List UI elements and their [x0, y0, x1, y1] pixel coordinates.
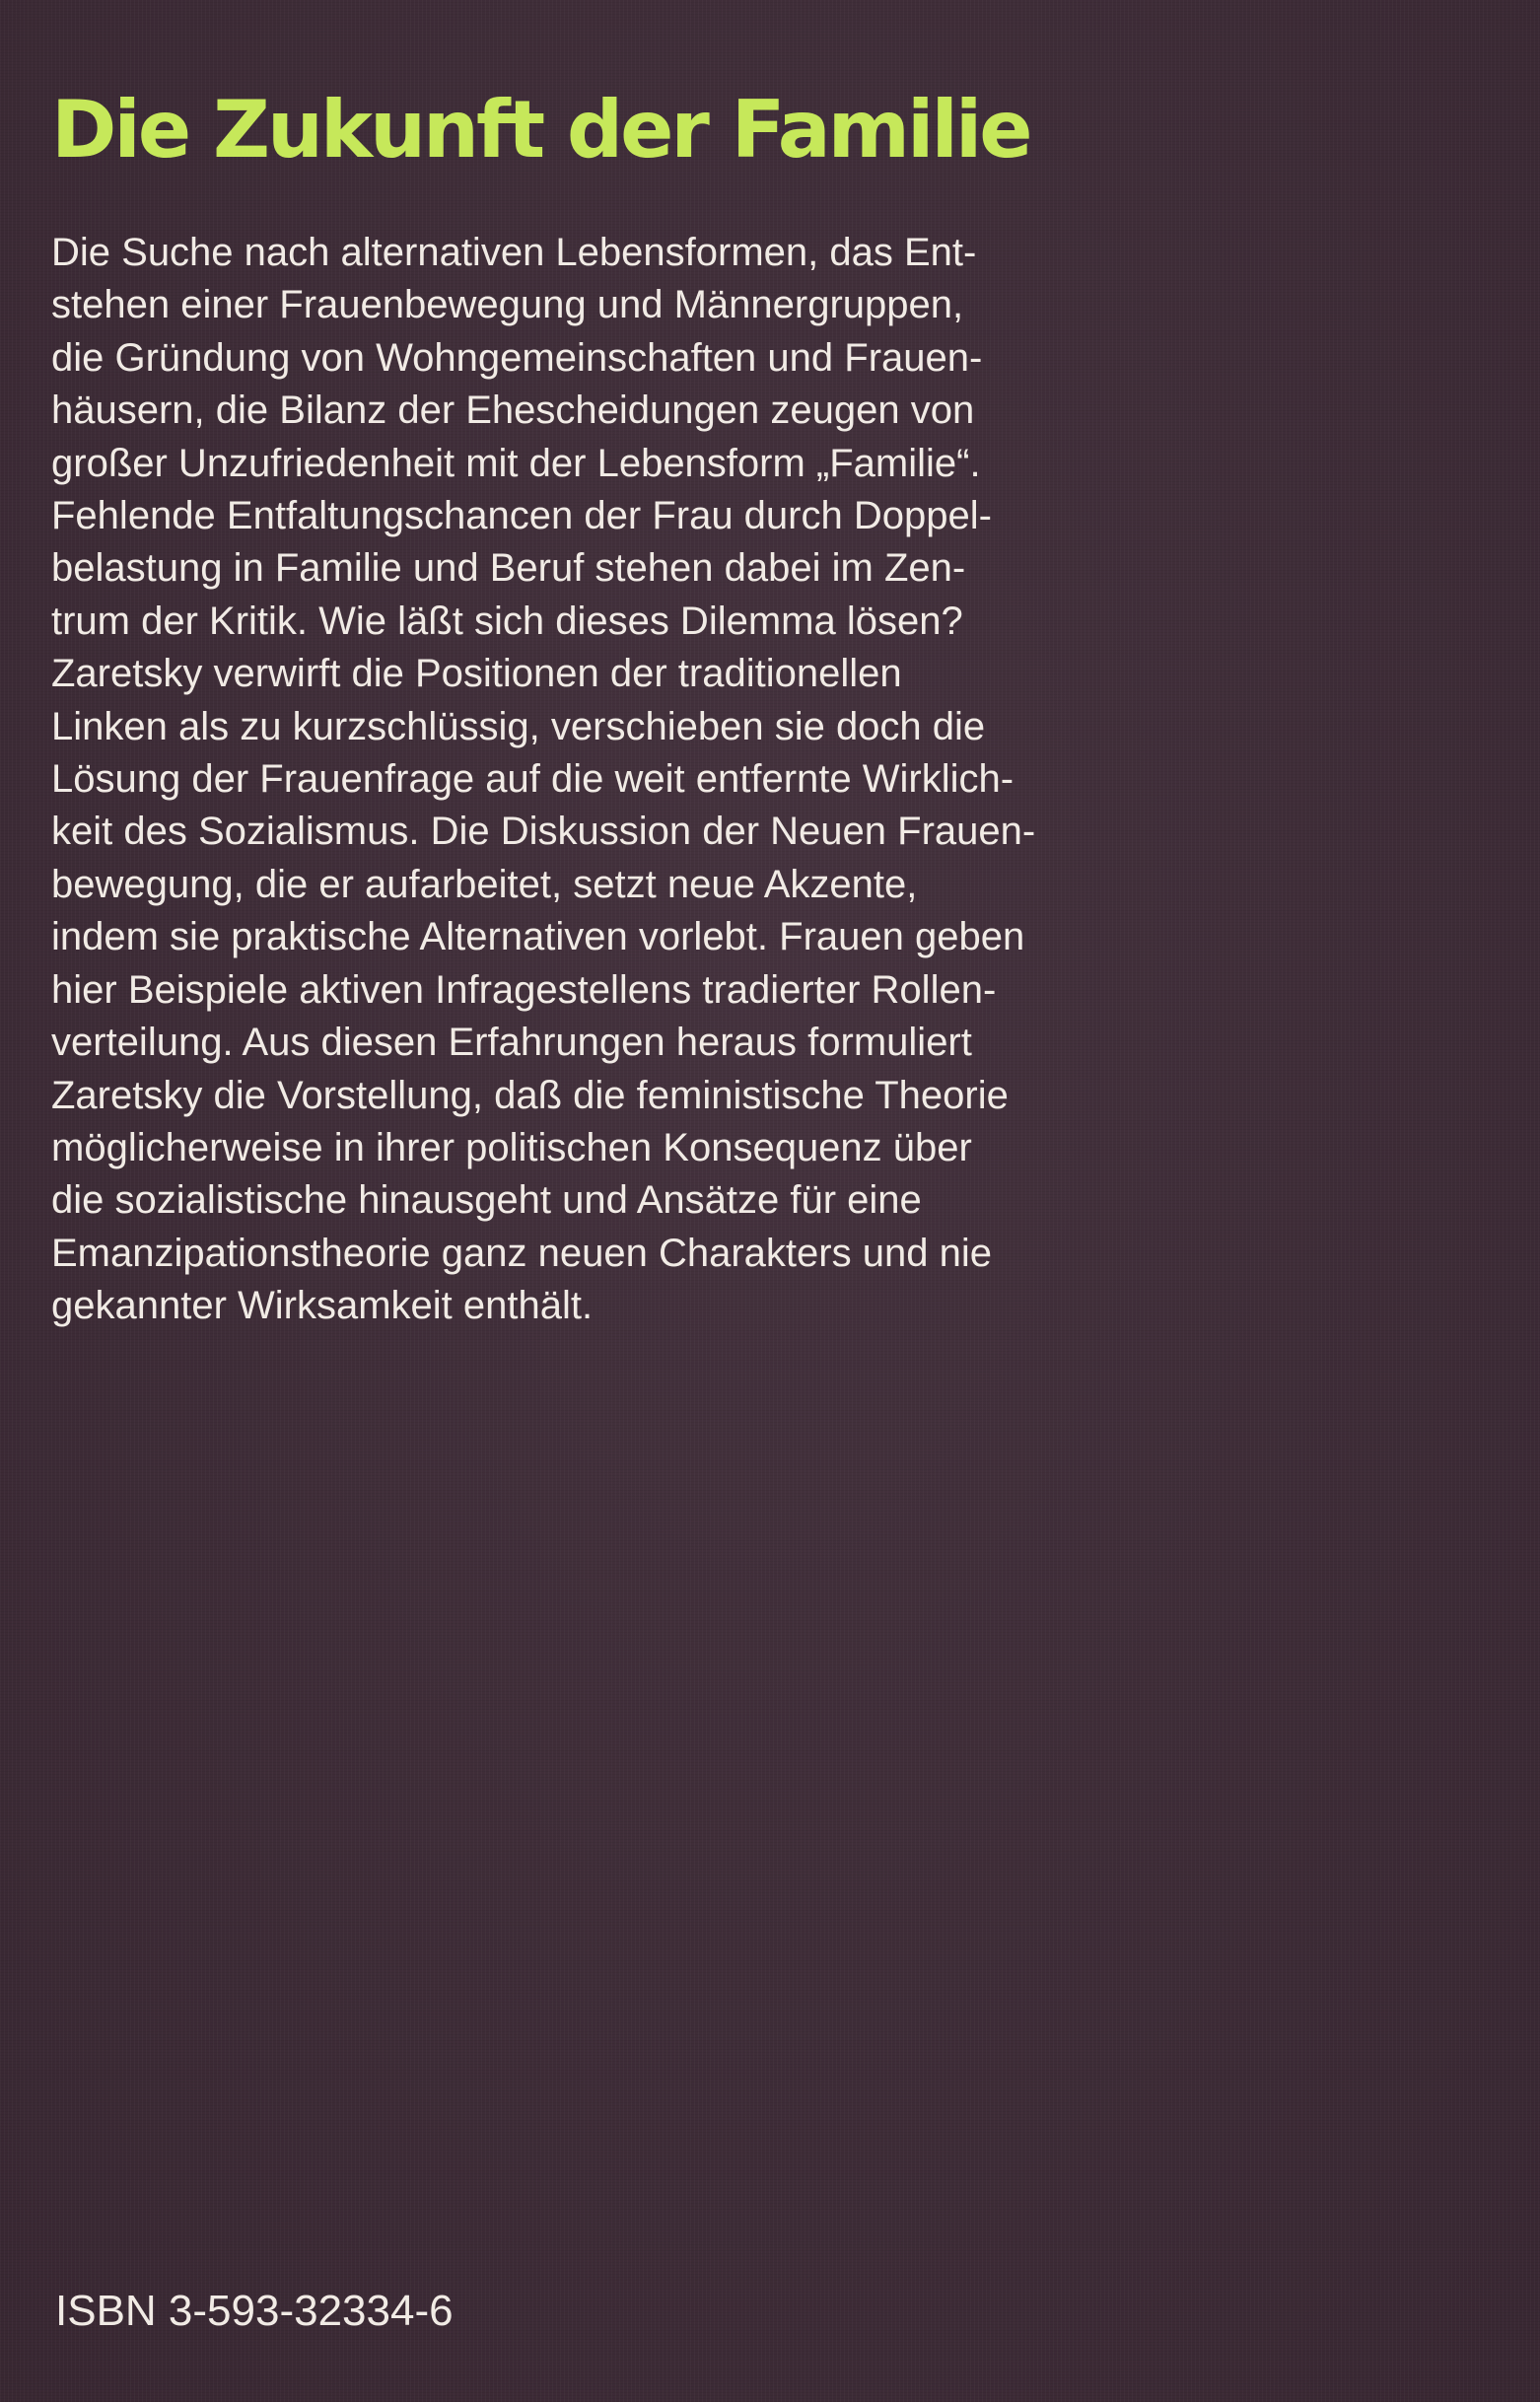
blurb-line: stehen einer Frauenbewegung und Männergruppen,: [51, 283, 964, 327]
blurb-line: Emanzipationstheorie ganz neuen Charakters und nie: [51, 1231, 992, 1275]
book-title: Die Zukunft der Familie: [51, 84, 1030, 176]
blurb-line: möglicherweise in ihrer politischen Konsequenz über: [51, 1125, 972, 1169]
blurb-line: hier Beispiele aktiven Infragestellens tradierter Rollen-: [51, 967, 997, 1012]
blurb-line: häusern, die Bilanz der Ehescheidungen zeugen von: [51, 389, 975, 433]
blurb-line: Lösung der Frauenfrage auf die weit entfernte Wirklich-: [51, 757, 1015, 802]
blurb-line: großer Unzufriedenheit mit der Lebensform „Familie“.: [51, 441, 981, 485]
blurb-line: Zaretsky die Vorstellung, daß die feministische Theorie: [51, 1073, 1009, 1117]
blurb-line: Linken als zu kurzschlüssig, verschieben sie doch die: [51, 704, 986, 748]
blurb-line: verteilung. Aus diesen Erfahrungen heraus formuliert: [51, 1021, 972, 1065]
blurb-line: bewegung, die er aufarbeitet, setzt neue Akzente,: [51, 862, 918, 906]
blurb-line: keit des Sozialismus. Die Diskussion der Neuen Frauen-: [51, 810, 1036, 854]
blurb-text: [51, 227, 1451, 1333]
blurb-line: indem sie praktische Alternativen vorlebt. Frauen geben: [51, 915, 1025, 959]
isbn-number: ISBN 3-593-32334-6: [55, 2287, 454, 2335]
blurb-line: gekannter Wirksamkeit enthält.: [51, 1284, 594, 1328]
blurb-line: belastung in Familie und Beruf stehen dabei im Zen-: [51, 546, 966, 591]
blurb-line: Die Suche nach alternativen Lebensformen, das Ent-: [51, 231, 977, 274]
blurb-line: trum der Kritik. Wie läßt sich dieses Dilemma lösen?: [51, 599, 963, 643]
blurb-line: die Gründung von Wohngemeinschaften und Frauen-: [51, 335, 983, 380]
blurb-line: die sozialistische hinausgeht und Ansätze für eine: [51, 1178, 922, 1223]
blurb-line: Fehlende Entfaltungschancen der Frau durch Doppel-: [51, 494, 992, 538]
blurb-line: Zaretsky verwirft die Positionen der traditionellen: [51, 652, 902, 696]
